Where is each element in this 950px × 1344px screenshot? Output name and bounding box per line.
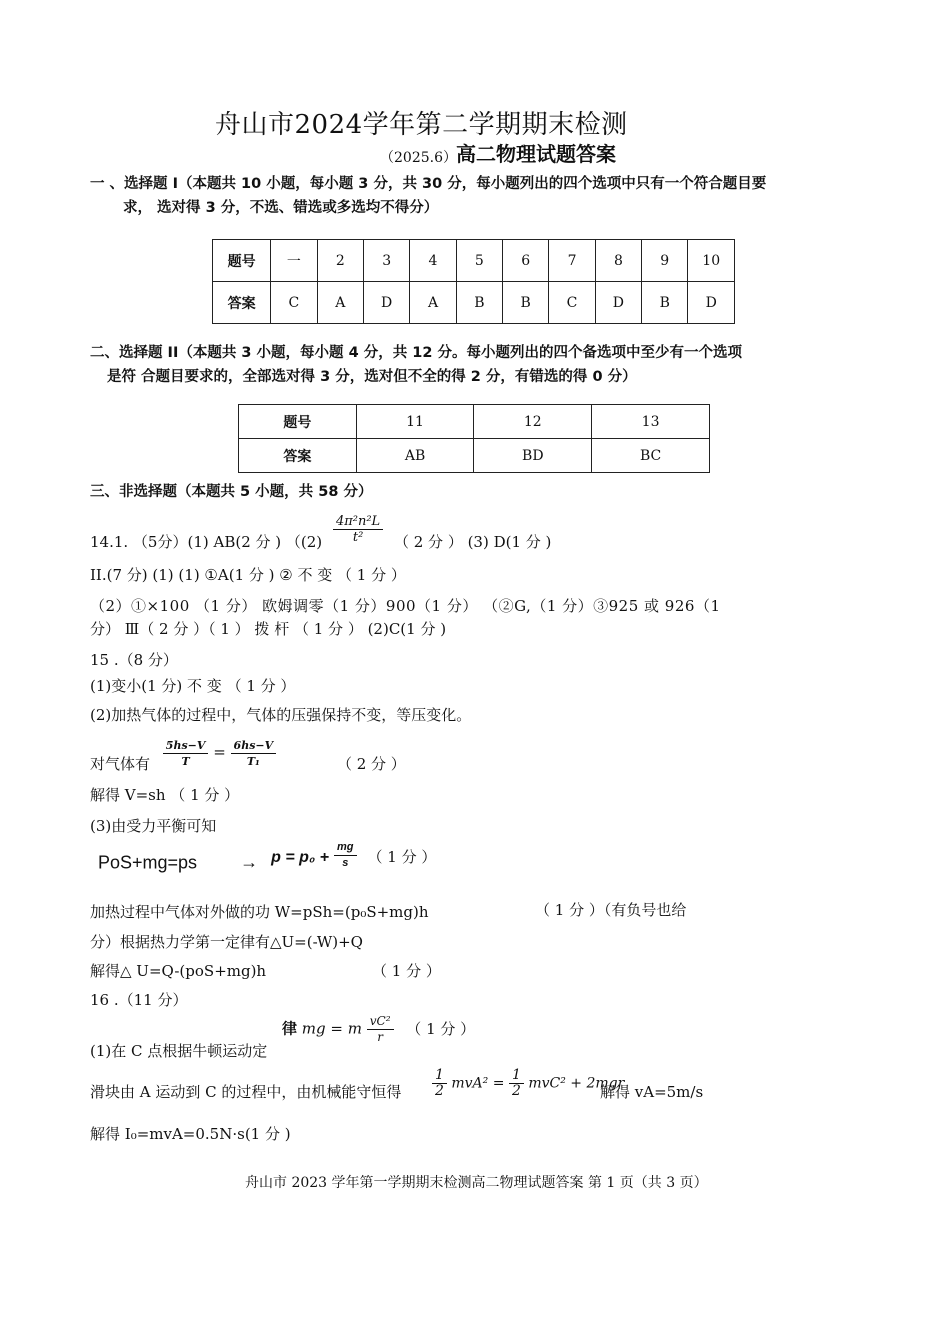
q14-formula [333, 514, 383, 545]
q16-formula-1-den: r [377, 1030, 383, 1044]
q15-line6-eq: p = p₀ + [271, 849, 329, 867]
q16-formula-1 [282, 1014, 475, 1045]
q16-half-2-den: 2 [511, 1083, 521, 1099]
section1-answer-table [212, 239, 735, 324]
q14-line-a [90, 513, 552, 559]
q15-formula-2-den: T₁ [246, 754, 260, 768]
table-cell: 4 [410, 240, 456, 282]
table-cell: A [410, 282, 456, 324]
q15-line6-post: （ 1 分 ） [367, 848, 437, 867]
q15-line8: 分）根据热力学第一定律有△U=(-W)+Q [90, 933, 363, 951]
table-cell: AB [356, 439, 474, 473]
section1-heading-line2: 求， 选对得 3 分，不选、错选或多选均不得分） [123, 200, 439, 216]
table-cell: B [642, 282, 688, 324]
q16-formula-1-eq: mg = m [301, 1019, 362, 1038]
table-cell: 3 [363, 240, 409, 282]
q15-line9: 解得△ U=Q-(poS+mg)h [90, 962, 267, 980]
q15-formula-3-num: mg [334, 840, 357, 856]
q14-line-b: II.(7 分) (1) (1) ①A(1 分 ) ② 不 变 （ 1 分 ） [90, 566, 406, 584]
table-cell: 6 [503, 240, 549, 282]
page-footer: 舟山市 2023 学年第一学期期末检测高二物理试题答案 第 1 页（共 3 页） [245, 1175, 708, 1191]
table-cell: 12 [474, 405, 592, 439]
q16-heading: 16 .（11 分） [90, 991, 188, 1009]
table-cell: D [688, 282, 735, 324]
q15-line1: (1)变小(1 分) 不 变 （ 1 分 ） [90, 677, 296, 695]
q16-half-1-num: 1 [432, 1068, 447, 1084]
q15-line7-post: （ 1 分 ）（有负号也给 [535, 901, 687, 919]
table-row-label: 题号 [239, 405, 357, 439]
table-cell: B [456, 282, 502, 324]
q15-line2: (2)加热气体的过程中，气体的压强保持不变，等压变化。 [90, 706, 472, 724]
table-cell: 10 [688, 240, 735, 282]
q15-formula-3-den: s [342, 857, 349, 869]
section1-heading-line1: 一 、选择题 I（本题共 10 小题，每小题 3 分，共 30 分，每小题列出的四个选项中只有一个符合题目要 [90, 176, 767, 192]
table-cell: C [549, 282, 595, 324]
q16-line2: 滑块由 A 运动到 C 的过程中，由机械能守恒得 [90, 1083, 402, 1101]
document-title: 舟山市2024学年第二学期期末检测 [215, 110, 628, 140]
q15-formula-1-den: T [181, 754, 190, 768]
section2-heading-line1: 二、选择题 II（本题共 3 小题，每小题 4 分，共 12 分。每小题列出的四个备选项中至少有一个选项 [90, 345, 742, 361]
q15-equals: = [213, 743, 226, 761]
table-cell: BC [592, 439, 710, 473]
q16-line1-pre: (1)在 C 点根据牛顿运动定 [90, 1042, 268, 1060]
q16-line3: 解得 I₀=mvA=0.5N·s(1 分 ) [90, 1125, 291, 1143]
q15-formula-3 [334, 840, 357, 871]
document-subtitle: 高二物理试题答案 [456, 142, 616, 166]
table-row-label: 题号 [213, 240, 271, 282]
q16-formula-2-rhs: mvC² + 2mgr [528, 1075, 625, 1092]
table-cell: 8 [595, 240, 641, 282]
q15-formula-1 [163, 738, 209, 769]
q15-line9-post: （ 1 分 ） [372, 962, 441, 980]
q16-formula-1-num: vC² [367, 1014, 394, 1030]
q16-half-2-num: 1 [509, 1068, 524, 1084]
q16-line2-post: 解得 vA=5m/s [600, 1083, 704, 1101]
table-cell: A [317, 282, 363, 324]
table-cell: 一 [271, 240, 317, 282]
q15-line6-pre: PoS+mg=ps [98, 852, 198, 873]
section3-heading: 三、非选择题（本题共 5 小题，共 58 分） [90, 484, 373, 500]
q16-half-2 [509, 1068, 524, 1099]
table-cell: 11 [356, 405, 474, 439]
table-row-label: 答案 [239, 439, 357, 473]
q14-line-c: （2）①×100 （1 分） 欧姆调零（1 分）900（1 分） （②G,（1 分）③925 或 926（1 [90, 597, 721, 615]
table-cell: D [595, 282, 641, 324]
q16-formula-2-lhs: mvA² [451, 1075, 489, 1092]
table-cell: BD [474, 439, 592, 473]
q16-half-1 [432, 1068, 447, 1099]
q14-line-d: 分） Ⅲ（ 2 分 ）（ 1 ） 拨 杆 （ 1 分 ） (2)C(1 分 ) [90, 620, 447, 638]
q15-formula-1-num: 5hs−V [163, 738, 209, 754]
q14-formula-den: t² [352, 529, 364, 545]
section2-answer-table [238, 404, 710, 473]
q16-line1 [90, 1036, 267, 1066]
table-cell: 9 [642, 240, 688, 282]
q15-line4: 解得 V=sh （ 1 分 ） [90, 786, 240, 804]
table-cell: 2 [317, 240, 363, 282]
table-cell: 13 [592, 405, 710, 439]
q14-formula-num: 4π²n²L [333, 514, 383, 530]
q16-formula-1-frac [367, 1014, 394, 1045]
q16-formula-1-prefix: 律 [282, 1019, 298, 1038]
q15-line6 [98, 841, 437, 879]
q15-formula-2 [231, 738, 277, 769]
q15-line3 [90, 738, 406, 781]
q15-arrow: → [240, 852, 259, 873]
exam-date: （2025.6） [380, 150, 457, 166]
table-cell: 5 [456, 240, 502, 282]
q14-part1: 14.1. （5分）(1) AB(2 分 ) （(2) [90, 533, 323, 551]
q15-formula-2-num: 6hs−V [231, 738, 277, 754]
table-cell: B [503, 282, 549, 324]
q15-line7: 加热过程中气体对外做的功 W=pSh=(p₀S+mg)h [90, 903, 429, 921]
q15-line3-pre: 对气体有 [90, 755, 151, 773]
q15-heading: 15 .（8 分） [90, 651, 178, 669]
q14-part1-tail: （ 2 分 ） (3) D(1 分 ) [393, 533, 552, 551]
table-cell: C [271, 282, 317, 324]
q16-half-1-den: 2 [435, 1083, 444, 1099]
table-cell: D [363, 282, 409, 324]
q15-line3-post: （ 2 分 ） [336, 755, 406, 773]
q15-line5: (3)由受力平衡可知 [90, 817, 217, 835]
table-cell: 7 [549, 240, 595, 282]
table-row-label: 答案 [213, 282, 271, 324]
q16-formula-2-equals: = [492, 1075, 505, 1092]
q16-line1-post: （ 1 分 ） [406, 1019, 476, 1038]
section2-heading-line2: 是符 合题目要求的，全部选对得 3 分，选对但不全的得 2 分，有错选的得 0 分） [107, 369, 637, 385]
q16-formula-2 [432, 1068, 624, 1099]
